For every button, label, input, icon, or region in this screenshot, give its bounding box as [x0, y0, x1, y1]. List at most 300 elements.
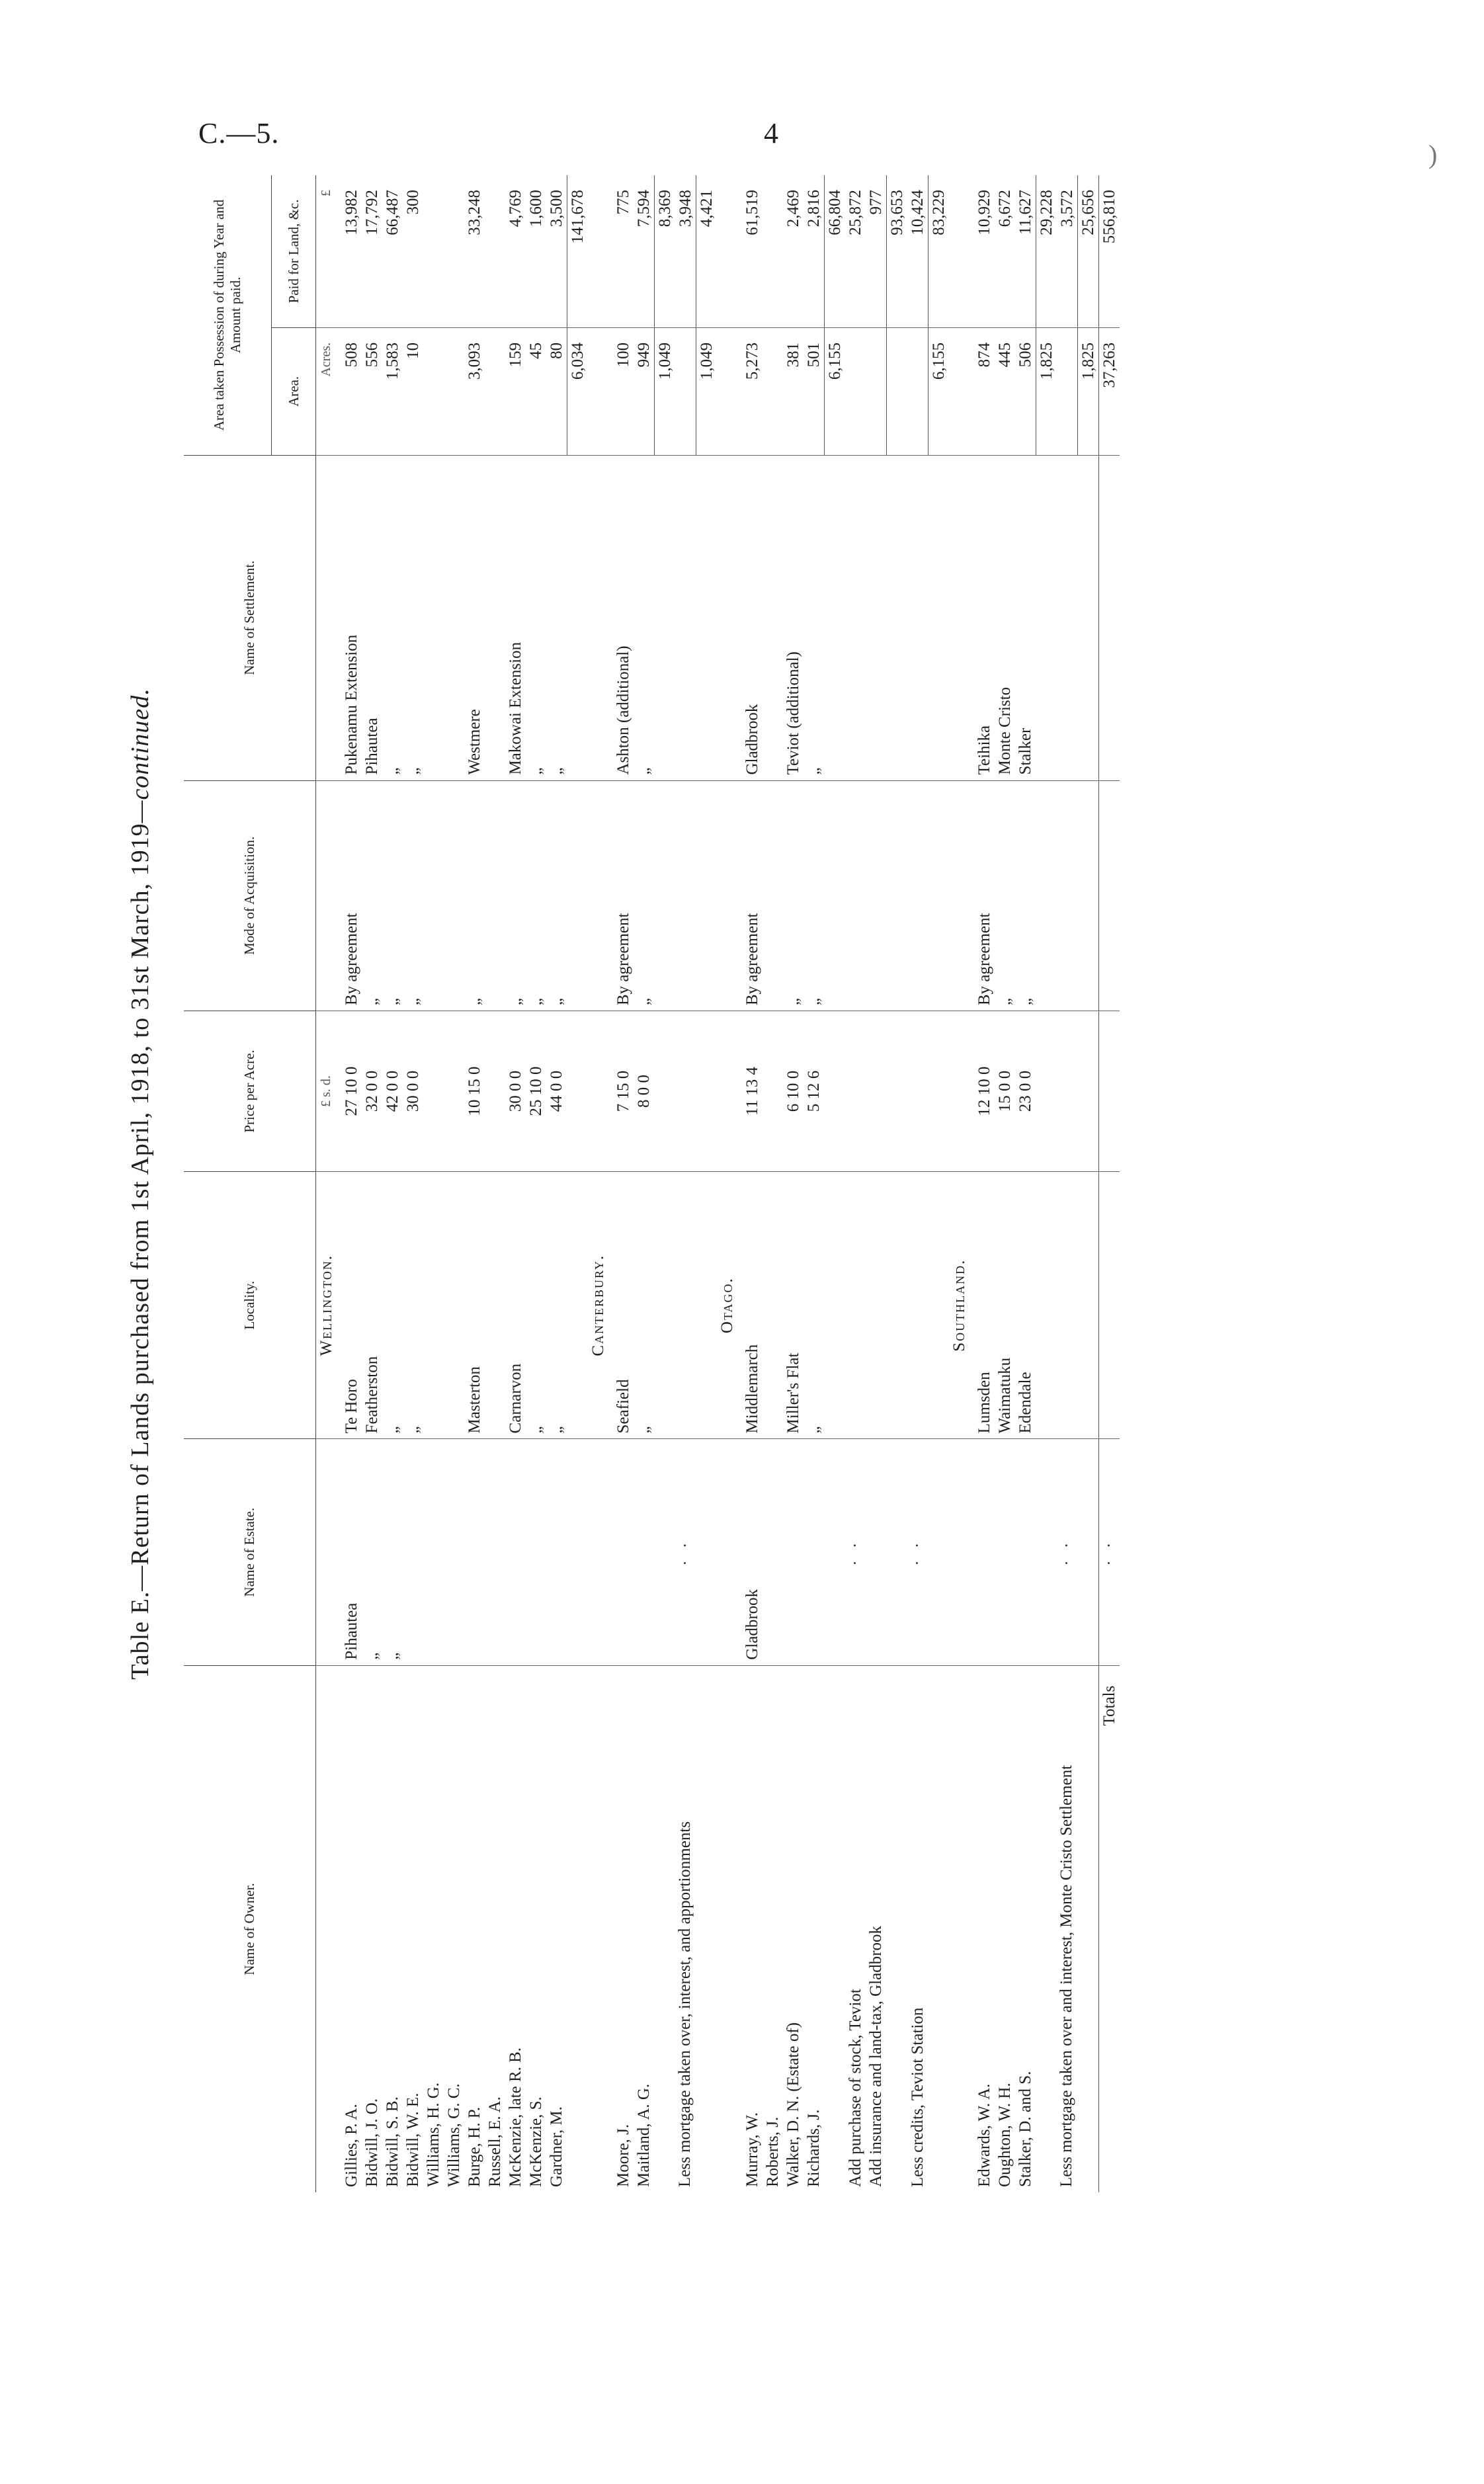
col-paid: Paid for Land, &c. — [272, 175, 316, 327]
table-cell: · · — [675, 1439, 696, 1665]
table-cell — [485, 327, 505, 455]
table-cell — [1078, 455, 1099, 780]
table-cell: £ — [319, 190, 333, 196]
table-cell: „ — [804, 455, 825, 780]
table-cell: 66,804 — [825, 175, 846, 327]
table-cell: By agreement — [742, 780, 763, 1011]
table-cell: Bidwill, J. O. — [362, 1665, 382, 2192]
table-cell: 32 0 0 — [362, 1011, 382, 1172]
table-cell: 11 13 4 — [742, 1011, 763, 1172]
table-cell: 3,093 — [464, 327, 485, 455]
table-cell — [1036, 1665, 1057, 2192]
table-cell: 3,500 — [548, 190, 565, 228]
table-cell — [887, 1439, 908, 1665]
table-cell — [1015, 1439, 1036, 1665]
table-cell: „ — [526, 780, 546, 1011]
table-cell — [949, 175, 974, 327]
table-cell: 42 0 0 — [382, 1011, 403, 1172]
table-cell — [1057, 780, 1078, 1011]
table-cell: 37,263 — [1099, 327, 1120, 455]
table-cell — [655, 1171, 676, 1439]
table-row — [362, 175, 382, 2192]
table-cell — [845, 1171, 866, 1439]
table-cell: 1,825 — [1078, 327, 1099, 455]
table-cell — [717, 327, 742, 455]
table-cell — [655, 455, 676, 780]
table-row — [974, 175, 995, 2192]
table-cell — [1078, 780, 1099, 1011]
table-cell: By agreement — [613, 780, 634, 1011]
table-cell — [696, 1665, 718, 2192]
table-cell — [887, 1011, 908, 1172]
table-cell: 44 0 0 — [546, 1011, 567, 1172]
table-cell: Masterton — [464, 1171, 485, 1439]
table-cell: „ — [382, 455, 403, 780]
table-cell: „ — [505, 780, 526, 1011]
subtotal-row — [928, 175, 950, 2192]
table-cell: Less mortgage taken over and interest, Monte Cristo Settlement — [1057, 1665, 1078, 2192]
adjustment-row — [907, 175, 928, 2192]
table-cell: Less mortgage taken over, interest, and apportionments — [675, 1665, 696, 2192]
table-cell — [316, 780, 342, 1011]
table-cell — [907, 455, 928, 780]
table-row — [1015, 175, 1036, 2192]
table-cell: Add purchase of stock, Teviot — [845, 1665, 866, 2192]
table-cell: Gladbrook — [742, 1439, 763, 1665]
table-cell: 30 0 0 — [505, 1011, 526, 1172]
table-cell: 6 10 0 — [783, 1011, 804, 1172]
table-cell: Stalker, D. and S. — [1015, 1665, 1036, 2192]
table-cell: 11,627 — [1016, 190, 1034, 235]
table-cell — [526, 1439, 546, 1665]
table-cell — [588, 327, 613, 455]
table-cell — [887, 1665, 908, 2192]
table-cell — [845, 1011, 866, 1172]
table-cell — [1036, 1011, 1057, 1172]
table-cell — [763, 455, 783, 780]
table-cell — [717, 455, 742, 780]
table-cell: 2,469 — [784, 190, 802, 228]
table-cell — [316, 1439, 342, 1665]
table-cell: 6,155 — [825, 327, 846, 455]
table-cell: Pukenamu Extension — [341, 455, 362, 780]
table-cell — [655, 1439, 676, 1665]
rotated-table-area — [126, 175, 1369, 2192]
table-cell — [1057, 455, 1078, 780]
table-cell: · · — [907, 1439, 928, 1665]
table-row — [403, 175, 423, 2192]
col-area: Area. — [272, 327, 316, 455]
table-cell — [464, 1439, 485, 1665]
table-cell — [763, 1011, 783, 1172]
subtotal-row — [1078, 175, 1099, 2192]
table-cell — [655, 1011, 676, 1172]
table-cell — [949, 455, 974, 780]
table-cell: „ — [546, 455, 567, 780]
table-cell — [696, 1011, 718, 1172]
table-cell: 10 15 0 — [464, 1011, 485, 1172]
table-cell — [717, 780, 742, 1011]
table-cell — [423, 175, 444, 327]
adjustment-row — [866, 175, 887, 2192]
table-cell — [1078, 1011, 1099, 1172]
table-cell: „ — [783, 780, 804, 1011]
table-cell: Stalker — [1015, 455, 1036, 780]
table-cell: 23 0 0 — [1015, 1011, 1036, 1172]
table-cell — [717, 175, 742, 327]
table-cell — [588, 175, 613, 327]
table-cell — [588, 780, 613, 1011]
table-cell: „ — [546, 1171, 567, 1439]
table-cell: 1,825 — [1036, 327, 1057, 455]
table-title: Table E.—Return of Lands purchased from 1st April, 1918, to 31st March, 1919—continued. — [126, 688, 154, 1680]
table-cell — [825, 1011, 846, 1172]
table-cell: 93,653 — [887, 175, 908, 327]
table-row — [742, 175, 763, 2192]
table-cell — [949, 1011, 974, 1172]
table-cell: Seafield — [613, 1171, 634, 1439]
table-cell: 17,792 — [363, 190, 381, 235]
table-cell: Russell, E. A. — [485, 1665, 505, 2192]
table-cell — [825, 455, 846, 780]
table-cell — [316, 455, 342, 780]
table-cell: 4,421 — [696, 175, 718, 327]
table-cell — [655, 1665, 676, 2192]
table-row — [505, 175, 526, 2192]
table-cell — [845, 455, 866, 780]
page-header — [0, 116, 1484, 156]
document-reference: C.—5. — [198, 117, 280, 149]
table-cell — [423, 780, 444, 1011]
table-cell — [907, 327, 928, 455]
table-row — [526, 175, 546, 2192]
table-cell: „ — [526, 1171, 546, 1439]
margin-mark: ) — [1428, 140, 1438, 169]
table-cell: „ — [382, 1171, 403, 1439]
table-cell: 6,672 — [996, 190, 1014, 228]
table-cell: 61,519 — [743, 190, 761, 235]
table-cell — [567, 1171, 589, 1439]
table-cell: 30 0 0 — [403, 1011, 423, 1172]
table-cell: „ — [634, 780, 655, 1011]
table-cell: 15 0 0 — [995, 1011, 1015, 1172]
table-cell — [444, 175, 464, 327]
table-cell — [717, 1011, 742, 1172]
table-cell — [675, 327, 696, 455]
table-cell — [763, 175, 783, 327]
table-cell: 8,369 — [655, 175, 676, 327]
table-cell — [588, 1011, 613, 1172]
table-cell — [783, 1439, 804, 1665]
section-row — [588, 175, 613, 2192]
table-cell: Oughton, W. H. — [995, 1665, 1015, 2192]
table-cell — [717, 1439, 742, 1665]
adjustment-row — [675, 175, 696, 2192]
table-cell: 3,948 — [677, 190, 694, 228]
table-cell: Edwards, W. A. — [974, 1665, 995, 2192]
table-cell — [887, 327, 908, 455]
table-cell — [696, 455, 718, 780]
table-cell: Carnarvon — [505, 1171, 526, 1439]
table-cell: 1,583 — [382, 327, 403, 455]
table-cell — [866, 1439, 887, 1665]
table-cell — [825, 1665, 846, 2192]
table-cell: Edendale — [1015, 1171, 1036, 1439]
page-number: 4 — [764, 117, 778, 149]
table-cell — [763, 1439, 783, 1665]
table-cell — [1057, 1011, 1078, 1172]
table-cell — [949, 1665, 974, 2192]
table-cell — [423, 1439, 444, 1665]
table-cell: 2,816 — [805, 190, 823, 228]
table-cell — [866, 327, 887, 455]
section-row — [316, 175, 342, 2192]
table-cell: „ — [634, 455, 655, 780]
table-cell: Burge, H. P. — [464, 1665, 485, 2192]
table-cell — [588, 1665, 613, 2192]
table-cell: Add insurance and land-tax, Gladbrook — [866, 1665, 887, 2192]
table-cell — [444, 1171, 464, 1439]
table-cell — [825, 1439, 846, 1665]
table-cell: Westmere — [464, 455, 485, 780]
table-cell: „ — [526, 455, 546, 780]
col-mode: Mode of Acquisition. — [184, 780, 316, 1011]
table-row — [444, 175, 464, 2192]
table-cell: 300 — [404, 190, 422, 215]
table-cell — [928, 1011, 950, 1172]
table-cell: „ — [804, 780, 825, 1011]
table-cell — [567, 455, 589, 780]
table-cell — [1099, 455, 1120, 780]
table-cell: 25,656 — [1078, 175, 1099, 327]
table-cell — [804, 1439, 825, 1665]
table-cell: Richards, J. — [804, 1665, 825, 2192]
table-cell — [1036, 780, 1057, 1011]
table-cell — [546, 1439, 567, 1665]
table-cell: „ — [362, 780, 382, 1011]
table-cell: 556 — [362, 327, 382, 455]
table-row — [634, 175, 655, 2192]
table-cell: · · — [1057, 1439, 1078, 1665]
table-cell — [907, 1171, 928, 1439]
table-cell — [588, 455, 613, 780]
table-cell — [1057, 1171, 1078, 1439]
table-cell: Teihika — [974, 455, 995, 780]
section-wellington: Wellington. — [316, 1171, 342, 1439]
table-cell: 10,929 — [975, 190, 993, 235]
table-cell — [485, 1011, 505, 1172]
table-cell — [567, 780, 589, 1011]
table-cell — [675, 455, 696, 780]
table-cell: · · — [1099, 1439, 1120, 1665]
table-cell: 6,034 — [567, 327, 589, 455]
table-cell: 13,982 — [343, 190, 360, 235]
table-cell: 10,424 — [909, 190, 927, 235]
table-cell — [866, 1011, 887, 1172]
col-price: Price per Acre. — [184, 1011, 316, 1172]
table-cell — [444, 1439, 464, 1665]
table-row — [341, 175, 362, 2192]
table-row — [184, 175, 272, 2192]
table-cell — [1036, 1171, 1057, 1439]
subtotal-row — [696, 175, 718, 2192]
table-cell — [763, 1171, 783, 1439]
table-cell — [825, 1171, 846, 1439]
table-cell: 141,678 — [567, 175, 589, 327]
table-cell — [907, 1011, 928, 1172]
table-cell — [1078, 1171, 1099, 1439]
table-row — [464, 175, 485, 2192]
table-cell: 100 — [613, 327, 634, 455]
table-cell: Ashton (additional) — [613, 455, 634, 780]
table-cell: · · — [845, 1439, 866, 1665]
table-cell — [423, 327, 444, 455]
table-cell — [444, 1011, 464, 1172]
table-cell — [485, 455, 505, 780]
table-cell: By agreement — [974, 780, 995, 1011]
table-cell: 25,872 — [846, 190, 864, 235]
table-cell: 977 — [867, 190, 885, 215]
table-cell: 6,155 — [928, 327, 950, 455]
section-row — [949, 175, 974, 2192]
table-cell — [974, 1439, 995, 1665]
table-cell: McKenzie, S. — [526, 1665, 546, 2192]
table-cell — [588, 1439, 613, 1665]
table-cell — [995, 1439, 1015, 1665]
table-cell: By agreement — [341, 780, 362, 1011]
table-cell: Gillies, P. A. — [341, 1665, 362, 2192]
table-cell: Acres. — [316, 327, 342, 455]
subtotal-row — [825, 175, 846, 2192]
table-cell — [485, 780, 505, 1011]
table-cell — [949, 327, 974, 455]
table-cell: „ — [1015, 780, 1036, 1011]
table-cell: Gardner, M. — [546, 1665, 567, 2192]
table-cell — [696, 1171, 718, 1439]
table-cell: 83,229 — [928, 175, 950, 327]
table-cell — [403, 1439, 423, 1665]
table-cell: „ — [804, 1171, 825, 1439]
adjustment-row — [845, 175, 866, 2192]
lands-purchased-table — [184, 175, 1120, 2192]
table-row — [546, 175, 567, 2192]
table-cell: Less credits, Teviot Station — [907, 1665, 928, 2192]
table-cell — [1036, 455, 1057, 780]
table-cell — [444, 455, 464, 780]
table-cell — [845, 780, 866, 1011]
table-cell: 45 — [526, 327, 546, 455]
table-cell — [634, 1439, 655, 1665]
table-cell — [825, 780, 846, 1011]
table-cell: 10 — [403, 327, 423, 455]
table-cell: 381 — [783, 327, 804, 455]
subtotal-row — [567, 175, 589, 2192]
table-cell — [949, 780, 974, 1011]
table-cell: „ — [382, 780, 403, 1011]
table-cell: 1,049 — [655, 327, 676, 455]
table-cell — [887, 455, 908, 780]
table-cell — [1036, 1439, 1057, 1665]
table-cell: 7,594 — [635, 190, 653, 228]
table-cell — [763, 327, 783, 455]
table-cell: 1,049 — [696, 327, 718, 455]
table-cell: „ — [403, 780, 423, 1011]
table-cell: Lumsden — [974, 1171, 995, 1439]
table-cell: 4,769 — [507, 190, 524, 228]
table-cell: „ — [362, 1439, 382, 1665]
table-cell: 508 — [341, 327, 362, 455]
table-cell — [949, 1439, 974, 1665]
table-cell: Waimatuku — [995, 1171, 1015, 1439]
table-cell — [423, 1171, 444, 1439]
table-cell: „ — [403, 455, 423, 780]
table-cell — [1078, 1439, 1099, 1665]
section-canterbury: Canterbury. — [588, 1171, 613, 1439]
table-cell: 7 15 0 — [613, 1011, 634, 1172]
table-cell — [423, 455, 444, 780]
table-cell — [485, 1171, 505, 1439]
subtotal-row — [655, 175, 676, 2192]
section-southland: Southland. — [949, 1171, 974, 1439]
table-cell: 445 — [995, 327, 1015, 455]
table-cell: 5,273 — [742, 327, 763, 455]
table-cell — [866, 780, 887, 1011]
table-cell: 33,248 — [466, 190, 483, 235]
table-cell: Gladbrook — [742, 455, 763, 780]
table-cell: Williams, G. C. — [444, 1665, 464, 2192]
table-cell — [928, 780, 950, 1011]
table-cell: 80 — [546, 327, 567, 455]
table-row — [995, 175, 1015, 2192]
totals-row — [1099, 175, 1120, 2192]
table-cell — [928, 1439, 950, 1665]
table-cell: 506 — [1015, 327, 1036, 455]
table-cell: 874 — [974, 327, 995, 455]
table-cell: Featherston — [362, 1171, 382, 1439]
table-cell: Makowai Extension — [505, 455, 526, 780]
table-cell: Middlemarch — [742, 1171, 763, 1439]
table-row — [613, 175, 634, 2192]
table-cell — [1099, 780, 1120, 1011]
table-cell — [485, 175, 505, 327]
table-cell — [1099, 1011, 1120, 1172]
table-cell — [567, 1665, 589, 2192]
col-owner: Name of Owner. — [184, 1665, 316, 2192]
table-cell: 66,487 — [384, 190, 401, 235]
table-cell — [845, 327, 866, 455]
table-cell — [444, 780, 464, 1011]
table-cell — [887, 1171, 908, 1439]
table-cell: Totals — [1099, 1665, 1120, 2192]
table-cell: 501 — [804, 327, 825, 455]
table-cell — [485, 1439, 505, 1665]
table-cell: „ — [382, 1439, 403, 1665]
table-cell — [696, 1439, 718, 1665]
table-cell: Bidwill, S. B. — [382, 1665, 403, 2192]
section-row — [717, 175, 742, 2192]
subtotal-row — [1036, 175, 1057, 2192]
table-cell — [887, 780, 908, 1011]
table-cell — [1078, 1665, 1099, 2192]
table-cell — [567, 1011, 589, 1172]
table-cell — [928, 1171, 950, 1439]
table-cell — [866, 455, 887, 780]
table-cell: Moore, J. — [613, 1665, 634, 2192]
table-row — [763, 175, 783, 2192]
table-cell — [675, 1171, 696, 1439]
table-cell — [505, 1439, 526, 1665]
table-cell: McKenzie, late R. B. — [505, 1665, 526, 2192]
